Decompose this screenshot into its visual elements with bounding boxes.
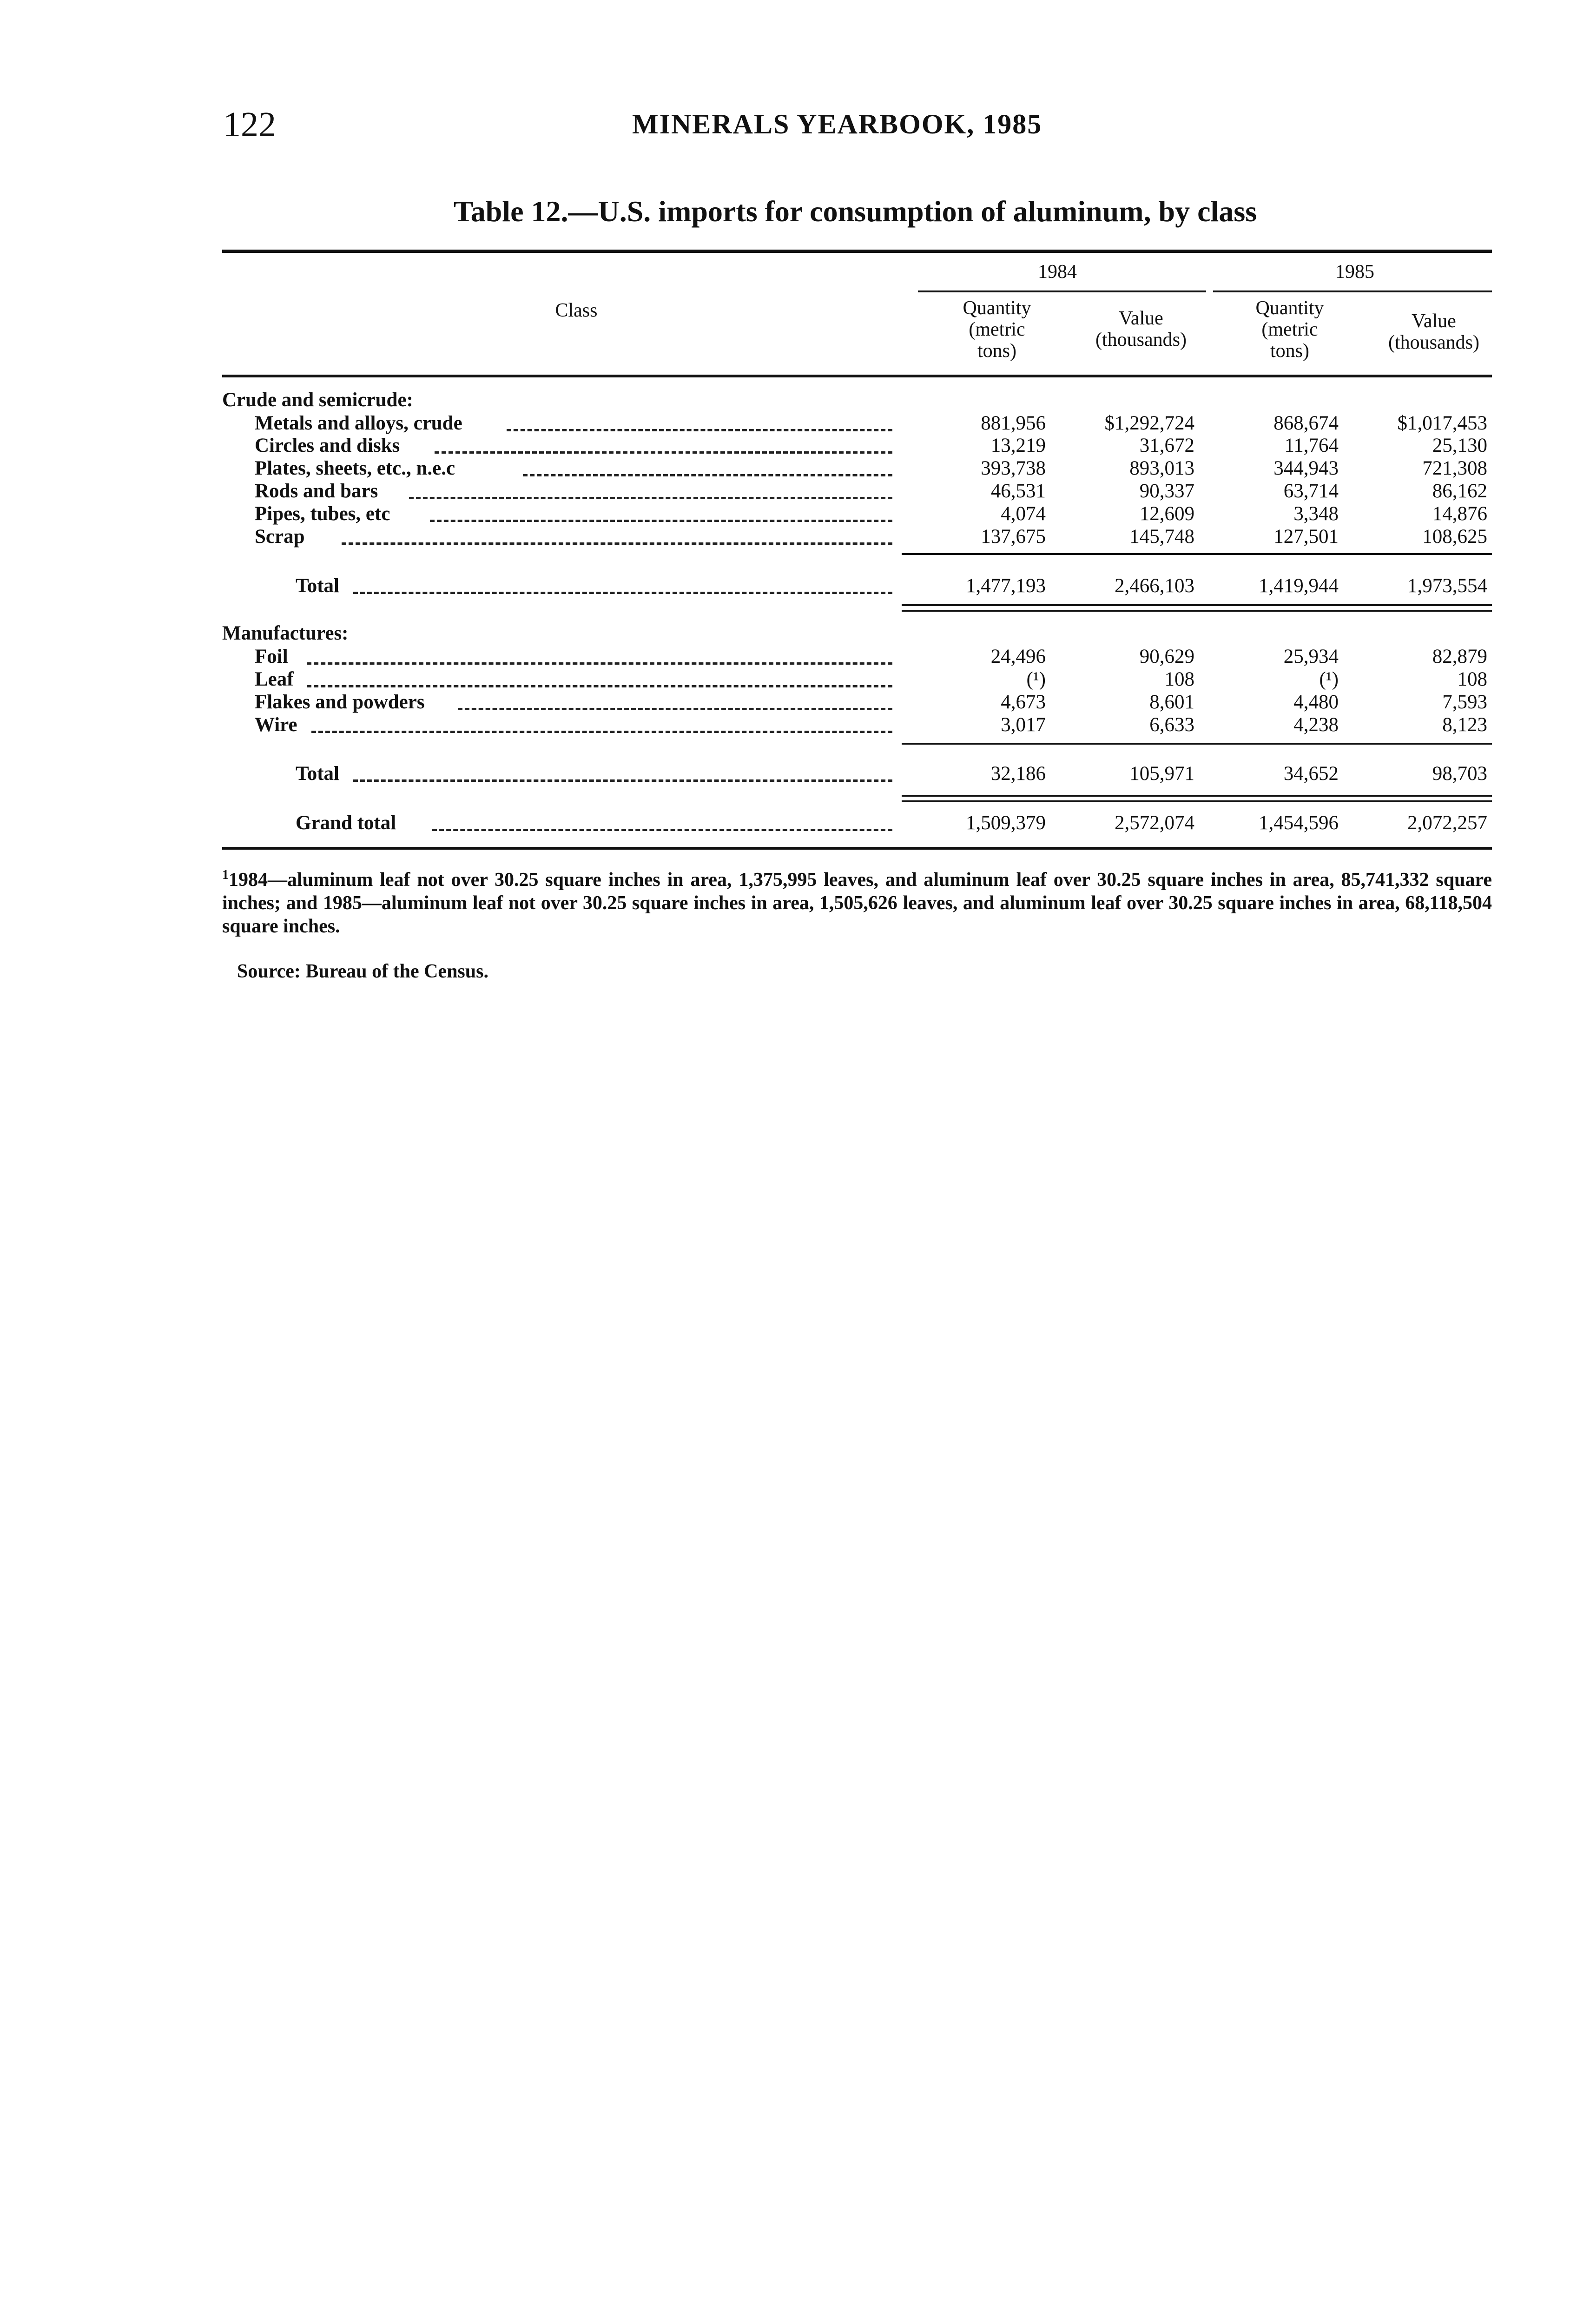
cell-quantity-1985: 25,934: [1283, 646, 1339, 667]
total-label: Total: [296, 575, 339, 597]
footnote-text: 1984—aluminum leaf not over 30.25 square inches in area, 1,375,995 leaves, and aluminum leaf over 30.25 square inches in area, 85,741,332 square inches; and 1985—aluminum leaf not over 30.25 square inches in area, 1,505,626 leaves, and aluminum leaf over 30.25 square inches in area, 68,118,504 square inches.: [222, 869, 1492, 937]
cell-quantity-1984: 881,956: [981, 412, 1046, 434]
total-value-1984: 105,971: [1129, 763, 1194, 785]
cell-value-1984: $1,292,724: [1104, 412, 1194, 434]
footnote-marker: 1: [222, 868, 229, 882]
cell-value-1984: 893,013: [1129, 457, 1194, 479]
source-note: Source: Bureau of the Census.: [237, 961, 488, 982]
row-label: Foil: [255, 646, 288, 667]
cell-quantity-1984: (¹): [1026, 668, 1046, 690]
row-label: Leaf: [255, 668, 294, 690]
subtotal-rule: [902, 553, 1492, 555]
row-leader: [432, 829, 892, 831]
cell-value-1985: $1,017,453: [1397, 412, 1487, 434]
footnote: [222, 864, 1492, 938]
total-label: Total: [296, 763, 339, 785]
year-1984-header: 1984: [1038, 261, 1077, 283]
section-heading: Crude and semicrude:: [222, 389, 413, 411]
cell-value-1985: 82,879: [1432, 646, 1487, 667]
total-quantity-1985: 1,419,944: [1259, 575, 1339, 597]
row-leader: [353, 592, 892, 594]
total-double-rule-bottom: [902, 610, 1492, 612]
cell-quantity-1984: 24,496: [990, 646, 1046, 667]
table-title: Table 12.—U.S. imports for consumption of aluminum, by class: [453, 195, 1257, 228]
subtotal-rule: [902, 743, 1492, 745]
row-leader: [311, 731, 892, 733]
total-value-1984: 2,466,103: [1115, 575, 1194, 597]
cell-quantity-1985: 127,501: [1273, 526, 1339, 548]
row-leader: [430, 520, 892, 522]
row-label: Pipes, tubes, etc: [255, 503, 390, 525]
year-1985-rule: [1213, 290, 1492, 292]
row-label: Plates, sheets, etc., n.e.c: [255, 457, 455, 479]
grand-total-quantity-1985: 1,454,596: [1259, 812, 1339, 834]
row-leader: [307, 685, 892, 687]
row-leader: [507, 429, 892, 431]
total-double-rule-bottom: [902, 800, 1492, 802]
cell-quantity-1985: 4,480: [1293, 691, 1339, 713]
cell-value-1985: 108,625: [1422, 526, 1487, 548]
row-label: Metals and alloys, crude: [255, 412, 462, 434]
section-heading: Manufactures:: [222, 622, 349, 644]
quantity-1984-header: Quantity (metric tons): [963, 297, 1031, 362]
header-bottom-rule: [222, 375, 1492, 377]
total-quantity-1984: 32,186: [990, 763, 1046, 785]
cell-value-1984: 31,672: [1139, 435, 1194, 456]
cell-value-1985: 25,130: [1432, 435, 1487, 456]
row-label: Wire: [255, 714, 297, 736]
cell-quantity-1985: 868,674: [1273, 412, 1339, 434]
cell-value-1984: 8,601: [1149, 691, 1194, 713]
value-1984-header: Value (thousands): [1095, 308, 1187, 350]
value-1985-header: Value (thousands): [1388, 310, 1479, 353]
grand-total-quantity-1984: 1,509,379: [966, 812, 1046, 834]
row-label: Flakes and powders: [255, 691, 425, 713]
grand-total-label: Grand total: [296, 812, 396, 834]
row-leader: [523, 474, 892, 476]
cell-value-1985: 7,593: [1442, 691, 1487, 713]
row-leader: [353, 779, 892, 782]
table-top-rule: [222, 250, 1492, 253]
cell-value-1985: 8,123: [1442, 714, 1487, 736]
grand-total-value-1984: 2,572,074: [1115, 812, 1194, 834]
year-1985-header: 1985: [1335, 261, 1374, 283]
cell-value-1985: 721,308: [1422, 457, 1487, 479]
class-column-header: Class: [555, 300, 598, 321]
cell-quantity-1985: 63,714: [1283, 480, 1339, 502]
cell-quantity-1985: 4,238: [1293, 714, 1339, 736]
total-quantity-1985: 34,652: [1283, 763, 1339, 785]
cell-value-1984: 145,748: [1129, 526, 1194, 548]
row-leader: [409, 497, 892, 499]
cell-value-1984: 6,633: [1149, 714, 1194, 736]
cell-value-1984: 108: [1164, 668, 1194, 690]
total-double-rule-top: [902, 795, 1492, 797]
cell-quantity-1984: 46,531: [990, 480, 1046, 502]
cell-quantity-1985: 344,943: [1273, 457, 1339, 479]
cell-value-1985: 86,162: [1432, 480, 1487, 502]
row-label: Circles and disks: [255, 435, 400, 456]
cell-quantity-1984: 4,673: [1001, 691, 1046, 713]
total-value-1985: 1,973,554: [1407, 575, 1487, 597]
quantity-1985-header: Quantity (metric tons): [1255, 297, 1324, 362]
total-double-rule-top: [902, 604, 1492, 606]
total-quantity-1984: 1,477,193: [966, 575, 1046, 597]
grand-total-value-1985: 2,072,257: [1407, 812, 1487, 834]
cell-quantity-1985: (¹): [1319, 668, 1339, 690]
cell-quantity-1985: 3,348: [1293, 503, 1339, 525]
cell-quantity-1984: 3,017: [1001, 714, 1046, 736]
page-header: [223, 105, 1497, 146]
year-1984-rule: [918, 290, 1206, 292]
total-value-1985: 98,703: [1432, 763, 1487, 785]
cell-value-1984: 90,337: [1139, 480, 1194, 502]
cell-quantity-1984: 13,219: [990, 435, 1046, 456]
cell-value-1985: 14,876: [1432, 503, 1487, 525]
cell-value-1984: 12,609: [1139, 503, 1194, 525]
cell-value-1984: 90,629: [1139, 646, 1194, 667]
row-leader: [435, 451, 892, 454]
row-leader: [307, 662, 892, 665]
cell-quantity-1984: 393,738: [981, 457, 1046, 479]
cell-quantity-1985: 11,764: [1284, 435, 1339, 456]
page-number: 122: [223, 105, 276, 144]
row-leader: [458, 708, 892, 710]
table-bottom-rule: [222, 847, 1492, 850]
running-title: MINERALS YEARBOOK, 1985: [632, 109, 1042, 139]
row-leader: [342, 542, 892, 545]
cell-quantity-1984: 4,074: [1001, 503, 1046, 525]
cell-quantity-1984: 137,675: [981, 526, 1046, 548]
cell-value-1985: 108: [1457, 668, 1487, 690]
row-label: Rods and bars: [255, 480, 378, 502]
row-label: Scrap: [255, 526, 305, 548]
